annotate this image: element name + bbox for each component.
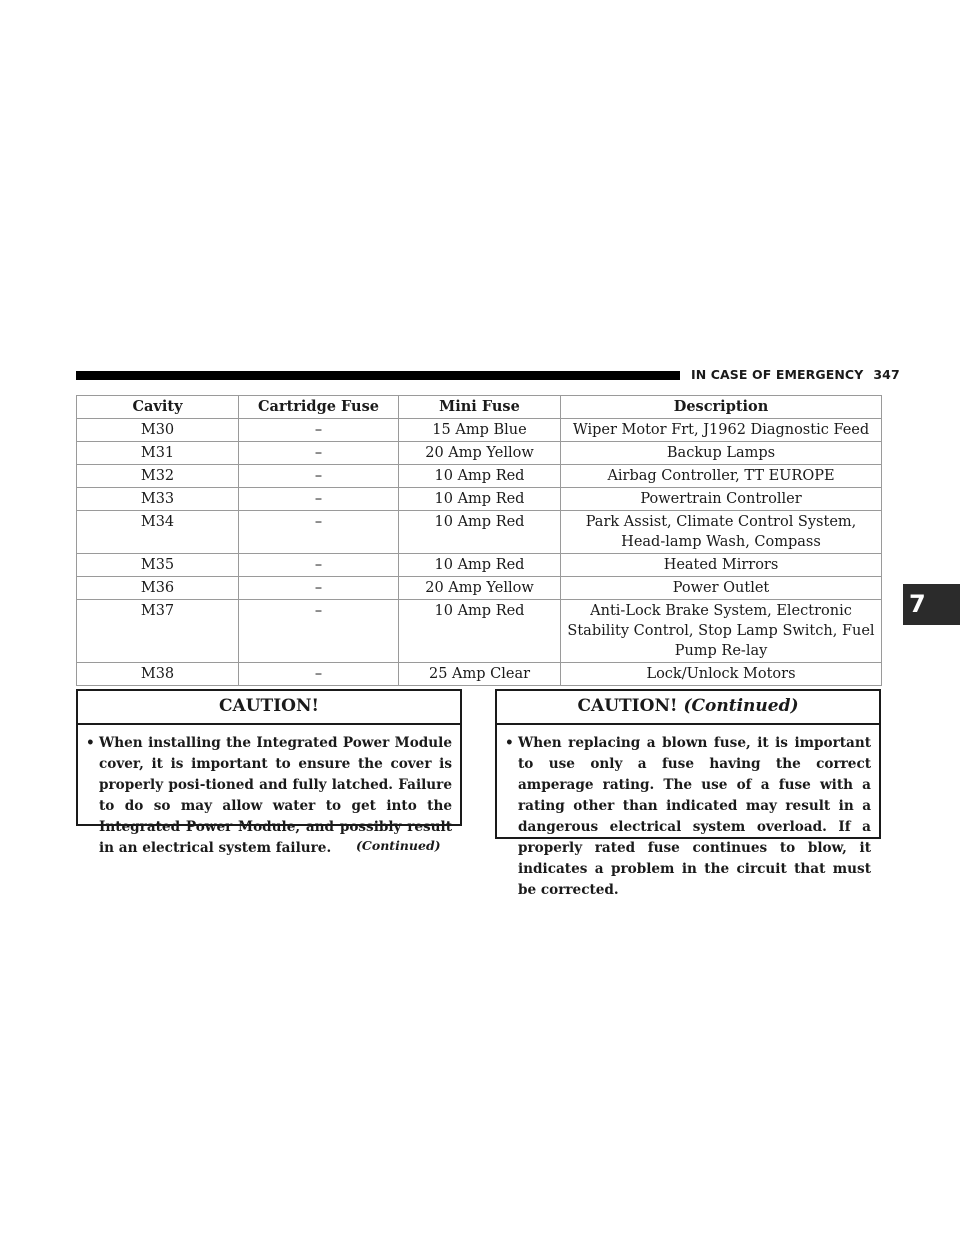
table-row — [77, 511, 882, 554]
cartridge-fuse-cell: – — [239, 577, 399, 600]
caution-text: When installing the Integrated Power Module cover, it is important to ensure the cover is properly posi-tioned and fully latched. Failure to do so may allow water to get into the Integrated Power Module, and possibly result in an electrical system failure. — [99, 735, 452, 856]
continued-note: (Continued) — [356, 838, 441, 853]
mini-fuse-cell: 10 Amp Red — [399, 488, 561, 511]
column-header: Mini Fuse — [399, 396, 561, 419]
mini-fuse-cell: 15 Amp Blue — [399, 419, 561, 442]
mini-fuse-cell: 10 Amp Red — [399, 511, 561, 554]
cavity-cell: M35 — [77, 554, 239, 577]
description-cell: Anti-Lock Brake System, Electronic Stability Control, Stop Lamp Switch, Fuel Pump Re-lay — [561, 600, 882, 663]
table-row — [77, 488, 882, 511]
table-row — [77, 554, 882, 577]
cartridge-fuse-cell: – — [239, 419, 399, 442]
cavity-cell: M32 — [77, 465, 239, 488]
cartridge-fuse-cell: – — [239, 600, 399, 663]
page-number: 347 — [873, 367, 900, 382]
mini-fuse-cell: 25 Amp Clear — [399, 663, 561, 686]
description-cell: Backup Lamps — [561, 442, 882, 465]
mini-fuse-cell: 10 Amp Red — [399, 600, 561, 663]
cavity-cell: M36 — [77, 577, 239, 600]
header-rule — [76, 371, 680, 380]
cavity-cell: M38 — [77, 663, 239, 686]
description-cell: Power Outlet — [561, 577, 882, 600]
bullet-icon: • — [505, 735, 514, 751]
table-row — [77, 600, 882, 663]
caution-title-continued: (Continued) — [683, 696, 799, 716]
table-row — [77, 577, 882, 600]
fuse-table — [76, 395, 882, 686]
mini-fuse-cell: 20 Amp Yellow — [399, 577, 561, 600]
table-row — [77, 663, 882, 686]
description-cell: Wiper Motor Frt, J1962 Diagnostic Feed — [561, 419, 882, 442]
cavity-cell: M34 — [77, 511, 239, 554]
caution-title: CAUTION! — [78, 691, 460, 725]
cavity-cell: M37 — [77, 600, 239, 663]
cartridge-fuse-cell: – — [239, 442, 399, 465]
description-cell: Lock/Unlock Motors — [561, 663, 882, 686]
column-header: Description — [561, 396, 882, 419]
description-cell: Heated Mirrors — [561, 554, 882, 577]
caution-bullet-item — [505, 733, 871, 901]
cartridge-fuse-cell: – — [239, 465, 399, 488]
caution-title-text: CAUTION! — [577, 696, 678, 716]
cartridge-fuse-cell: – — [239, 511, 399, 554]
table-row — [77, 419, 882, 442]
mini-fuse-cell: 10 Amp Red — [399, 554, 561, 577]
description-cell: Powertrain Controller — [561, 488, 882, 511]
caution-box-right — [495, 689, 881, 898]
column-header: Cavity — [77, 396, 239, 419]
caution-text: When replacing a blown fuse, it is important to use only a fuse having the correct amperage rating. The use of a fuse with a rating other than indicated may result in a dangerous electrical system overload. If a properly rated fuse continues to blow, it indicates a problem in the circuit that must be corrected. — [518, 735, 871, 898]
cavity-cell: M30 — [77, 419, 239, 442]
running-header — [691, 367, 900, 382]
cartridge-fuse-cell: – — [239, 488, 399, 511]
description-cell: Airbag Controller, TT EUROPE — [561, 465, 882, 488]
table-header-row — [77, 396, 882, 419]
mini-fuse-cell: 10 Amp Red — [399, 465, 561, 488]
cartridge-fuse-cell: – — [239, 663, 399, 686]
table-row — [77, 442, 882, 465]
section-title: IN CASE OF EMERGENCY — [691, 367, 864, 382]
cavity-cell: M33 — [77, 488, 239, 511]
mini-fuse-cell: 20 Amp Yellow — [399, 442, 561, 465]
table-row — [77, 465, 882, 488]
chapter-tab: 7 — [903, 584, 960, 625]
cartridge-fuse-cell: – — [239, 554, 399, 577]
caution-title — [497, 691, 879, 725]
column-header: Cartridge Fuse — [239, 396, 399, 419]
bullet-icon: • — [86, 735, 95, 751]
description-cell: Park Assist, Climate Control System, Head-lamp Wash, Compass — [561, 511, 882, 554]
cavity-cell: M31 — [77, 442, 239, 465]
